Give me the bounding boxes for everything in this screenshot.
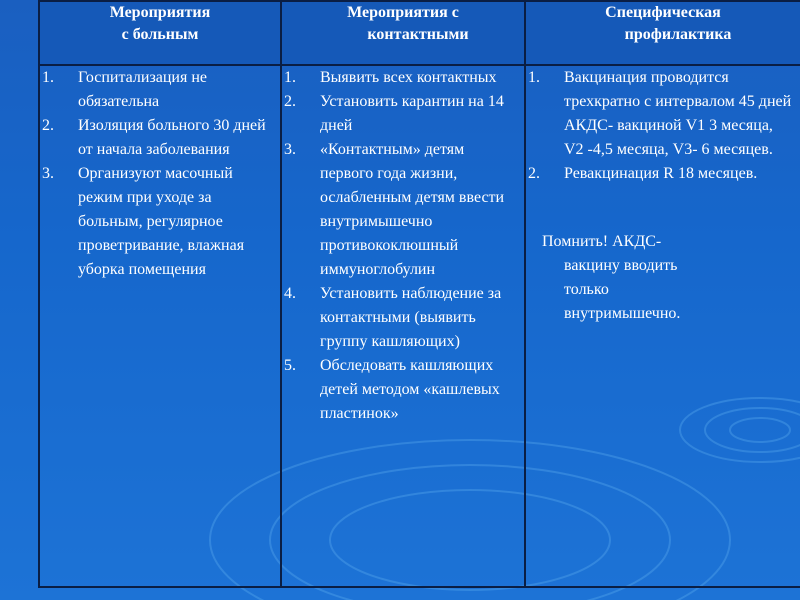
patient-measures-cell bbox=[39, 65, 281, 587]
list-item: 1. Вакцинация проводится трехкратно с интервалом 45 дней АКДС- вакциной V1 3 месяца, V2 -4,5 месяца, V3- 6 месяцев. bbox=[528, 69, 792, 158]
header-patient-measures: Мероприятия с больным bbox=[39, 1, 281, 65]
header-contact-measures: Мероприятия с контактными bbox=[281, 1, 525, 65]
list-item: 5. Обследовать кашляющих детей методом «кашлевых пластинок» bbox=[284, 357, 500, 422]
list-item: 2. Изоляция больного 30 дней от начала заболевания bbox=[42, 117, 266, 158]
list-item: 4. Установить наблюдение за контактными (выявить группу кашляющих) bbox=[284, 285, 502, 350]
list-item: 2. Ревакцинация R 18 месяцев. bbox=[528, 165, 758, 182]
patient-measures-list bbox=[40, 66, 280, 282]
list-item: 1. Госпитализация не обязательна bbox=[42, 69, 208, 110]
list-item: 2. Установить карантин на 14 дней bbox=[284, 93, 504, 134]
list-item: 3. «Контактным» детям первого года жизни, ослабленным детям ввести внутримышечно противококлюшный иммуноглобулин bbox=[284, 141, 505, 278]
dtp-reminder-note: Помнить! АКДС- вакцину вводить только внутримышечно. bbox=[542, 233, 681, 322]
prophylaxis-list bbox=[526, 66, 800, 186]
prevention-measures-table bbox=[38, 0, 800, 588]
contact-measures-cell bbox=[281, 65, 525, 587]
table-body-row bbox=[39, 65, 800, 587]
list-item: 3. Организуют масочный режим при уходе за больным, регулярное проветривание, влажная уборка помещения bbox=[42, 165, 245, 278]
table-header-row bbox=[39, 1, 800, 65]
specific-prophylaxis-cell bbox=[525, 65, 800, 587]
header-specific-prophylaxis: Специфическая профилактика bbox=[525, 1, 800, 65]
list-item: 1. Выявить всех контактных bbox=[284, 69, 497, 86]
contact-measures-list bbox=[282, 66, 524, 426]
